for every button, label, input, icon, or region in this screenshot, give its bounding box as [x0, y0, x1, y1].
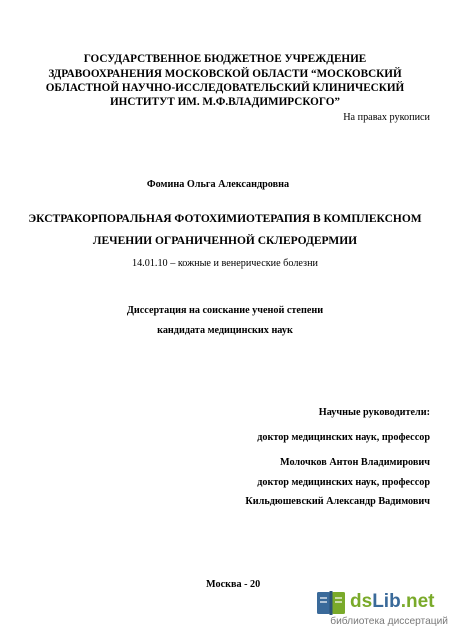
institution-line-1: ГОСУДАРСТВЕННОЕ БЮДЖЕТНОЕ УЧРЕЖДЕНИЕ — [83, 53, 367, 65]
dslib-brand-main — [350, 591, 401, 612]
supervisor-2-name: Кильдюшевский Александр Вадимович — [245, 496, 430, 507]
thesis-title-line-1: ЭКСТРАКОРПОРАЛЬНАЯ ФОТОХИМИОТЕРАПИЯ В КОМПЛЕКСНОМ — [28, 213, 422, 225]
degree-line-1: Диссертация на соискание ученой степени — [126, 305, 324, 316]
dslib-logo-icon — [314, 588, 348, 618]
dslib-brand-domain: .net — [400, 591, 435, 612]
dslib-brand — [350, 592, 434, 611]
supervisor-1-title: доктор медицинских наук, профессор — [257, 432, 430, 443]
author-name: Фомина Ольга Александровна — [146, 179, 290, 190]
dslib-subtitle: библиотека диссертаций — [330, 616, 448, 627]
dslib-brand-lib: Lib — [372, 591, 401, 612]
rights-note: На правах рукописи — [343, 112, 430, 123]
institution-line-4: ИНСТИТУТ ИМ. М.Ф.ВЛАДИМИРСКОГО” — [109, 96, 341, 108]
thesis-title-line-2: ЛЕЧЕНИИ ОГРАНИЧЕННОЙ СКЛЕРОДЕРМИИ — [92, 235, 358, 247]
specialty: 14.01.10 – кожные и венерические болезни — [131, 258, 318, 269]
dslib-watermark[interactable] — [312, 586, 450, 636]
dslib-brand-ds: ds — [350, 591, 373, 612]
supervisors-heading: Научные руководители: — [318, 407, 430, 418]
degree-line-2: кандидата медицинских наук — [157, 325, 293, 336]
place-year: Москва - 20 — [206, 579, 261, 590]
supervisor-1-name: Молочков Антон Владимирович — [279, 457, 430, 468]
institution-line-2: ЗДРАВООХРАНЕНИЯ МОСКОВСКОЙ ОБЛАСТИ “МОСКОВСКИЙ — [48, 68, 402, 80]
supervisor-2-title: доктор медицинских наук, профессор — [257, 477, 430, 488]
institution-line-3: ОБЛАСТНОЙ НАУЧНО-ИССЛЕДОВАТЕЛЬСКИЙ КЛИНИЧЕСКИЙ — [45, 82, 405, 94]
